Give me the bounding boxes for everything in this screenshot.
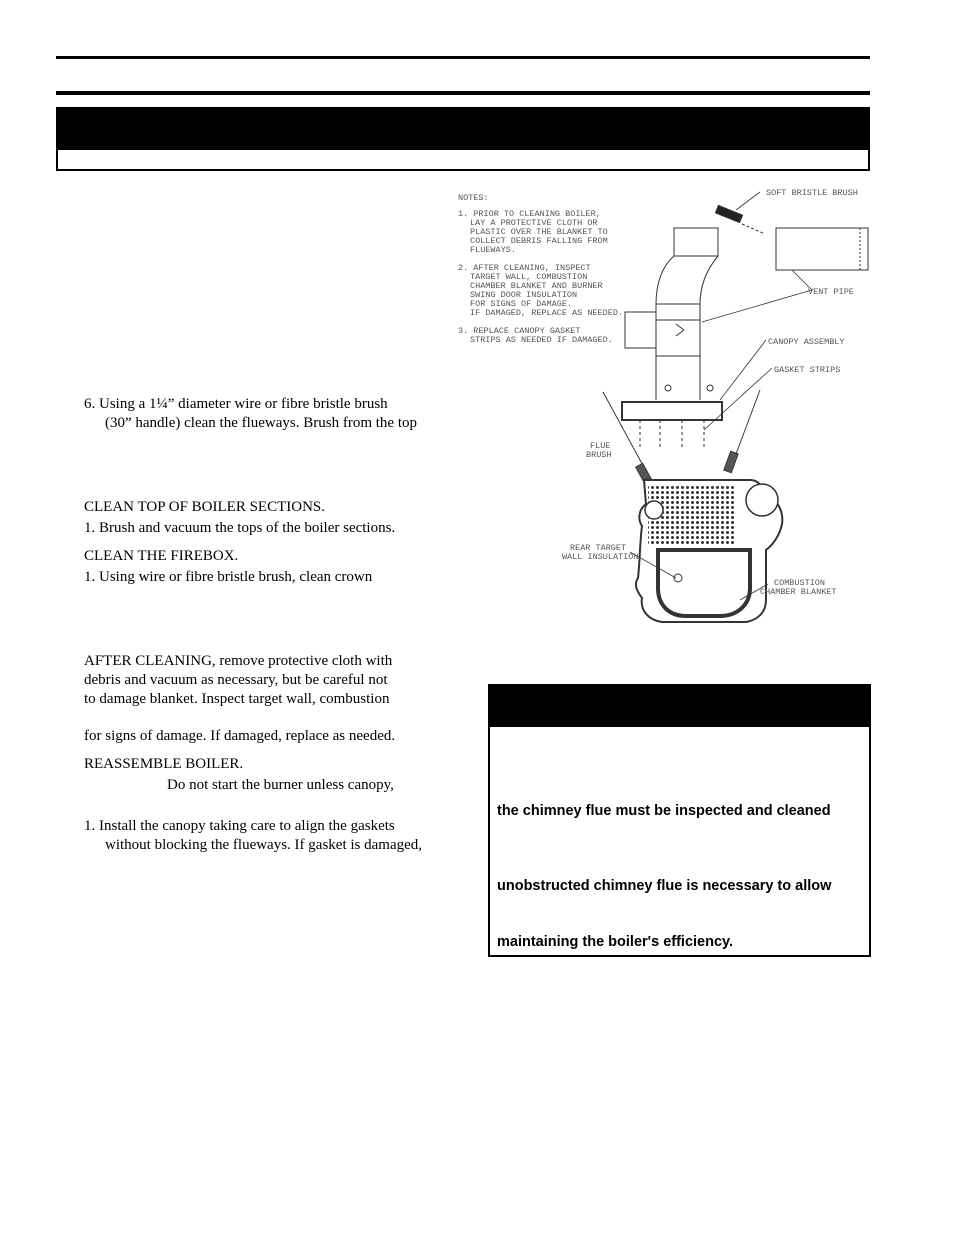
boiler-section-drawing — [636, 480, 782, 622]
notice-line-3: maintaining the boiler's efficiency. — [497, 934, 734, 950]
clean-firebox-step-1: 1. Using wire or fibre bristle brush, clean crown — [84, 569, 373, 585]
flue-brush-icon — [603, 390, 760, 485]
svg-text:FLUEWAYS.: FLUEWAYS. — [470, 245, 516, 255]
reassemble-step-1-line-1: 1. Install the canopy taking care to align the gaskets — [84, 818, 395, 834]
step-6-line-2: (30” handle) clean the flueways. Brush from the top — [105, 415, 417, 431]
svg-text:1. PRIOR TO CLEANING BOILER,: 1. PRIOR TO CLEANING BOILER, — [458, 209, 601, 219]
svg-text:COLLECT DEBRIS FALLING FROM: COLLECT DEBRIS FALLING FROM — [470, 236, 608, 246]
clean-top-heading: CLEAN TOP OF BOILER SECTIONS. — [84, 499, 325, 515]
svg-text:TARGET WALL, COMBUSTION: TARGET WALL, COMBUSTION — [470, 272, 588, 282]
svg-text:SWING DOOR INSULATION: SWING DOOR INSULATION — [470, 290, 578, 300]
soft-bristle-brush-icon — [715, 205, 765, 234]
svg-text:COMBUSTION: COMBUSTION — [774, 578, 826, 588]
clean-top-step-1: 1. Brush and vacuum the tops of the boiler sections. — [84, 520, 396, 536]
svg-text:2. AFTER CLEANING, INSPECT: 2. AFTER CLEANING, INSPECT — [458, 263, 591, 273]
svg-text:3. REPLACE CANOPY GASKET: 3. REPLACE CANOPY GASKET — [458, 326, 581, 336]
svg-text:LAY A PROTECTIVE CLOTH OR: LAY A PROTECTIVE CLOTH OR — [470, 218, 598, 228]
svg-text:BRUSH: BRUSH — [586, 450, 612, 460]
svg-text:STRIPS AS NEEDED IF DAMAGED.: STRIPS AS NEEDED IF DAMAGED. — [470, 335, 613, 345]
canopy-drawing — [622, 402, 722, 450]
chimney-notice-box — [488, 684, 871, 957]
label-flue-brush — [586, 441, 612, 460]
svg-text:PLASTIC OVER THE BLANKET TO: PLASTIC OVER THE BLANKET TO — [470, 227, 608, 237]
reassemble-warning: Do not start the burner unless canopy, — [167, 777, 394, 793]
notice-line-1: the chimney flue must be inspected and cleaned — [497, 803, 831, 819]
label-combustion-chamber — [760, 578, 837, 597]
label-rear-target-wall — [562, 543, 639, 562]
svg-text:IF DAMAGED, REPLACE AS NEEDED.: IF DAMAGED, REPLACE AS NEEDED. — [470, 308, 624, 318]
after-cleaning-line-3: to damage blanket. Inspect target wall, combustion — [84, 691, 390, 707]
after-cleaning-line-2: debris and vacuum as necessary, but be careful not — [84, 672, 388, 688]
top-rule — [56, 56, 870, 59]
section-header-band — [58, 109, 868, 150]
note-2 — [458, 263, 623, 318]
label-vent-pipe: VENT PIPE — [808, 287, 854, 297]
svg-text:CHAMBER BLANKET: CHAMBER BLANKET — [760, 587, 837, 597]
label-gasket-strips: GASKET STRIPS — [774, 365, 841, 375]
boiler-cleaning-diagram — [440, 180, 874, 626]
svg-text:CHAMBER BLANKET AND BURNER: CHAMBER BLANKET AND BURNER — [470, 281, 603, 291]
notes-title: NOTES: — [458, 193, 489, 203]
reassemble-heading: REASSEMBLE BOILER. — [84, 756, 244, 772]
clean-firebox-heading: CLEAN THE FIREBOX. — [84, 548, 239, 564]
svg-text:WALL INSULATION: WALL INSULATION — [562, 552, 639, 562]
header-rule — [56, 91, 870, 95]
notice-line-2: unobstructed chimney flue is necessary to allow — [497, 878, 832, 894]
step-6-line-1: 6. Using a 1¼” diameter wire or fibre bristle brush — [84, 396, 388, 412]
svg-text:FLUE: FLUE — [590, 441, 611, 451]
after-cleaning-line-1: AFTER CLEANING, remove protective cloth with — [84, 653, 393, 669]
reassemble-step-1-line-2: without blocking the flueways. If gasket is damaged, — [105, 837, 423, 853]
label-canopy-assembly: CANOPY ASSEMBLY — [768, 337, 845, 347]
svg-text:REAR TARGET: REAR TARGET — [570, 543, 627, 553]
note-1 — [458, 209, 608, 255]
after-cleaning-line-4: for signs of damage. If damaged, replace as needed. — [84, 728, 396, 744]
notice-header-band — [490, 686, 869, 727]
note-3 — [458, 326, 613, 345]
label-soft-bristle-brush: SOFT BRISTLE BRUSH — [766, 188, 858, 198]
svg-text:FOR SIGNS OF DAMAGE.: FOR SIGNS OF DAMAGE. — [470, 299, 573, 309]
section-header-box — [56, 107, 870, 171]
